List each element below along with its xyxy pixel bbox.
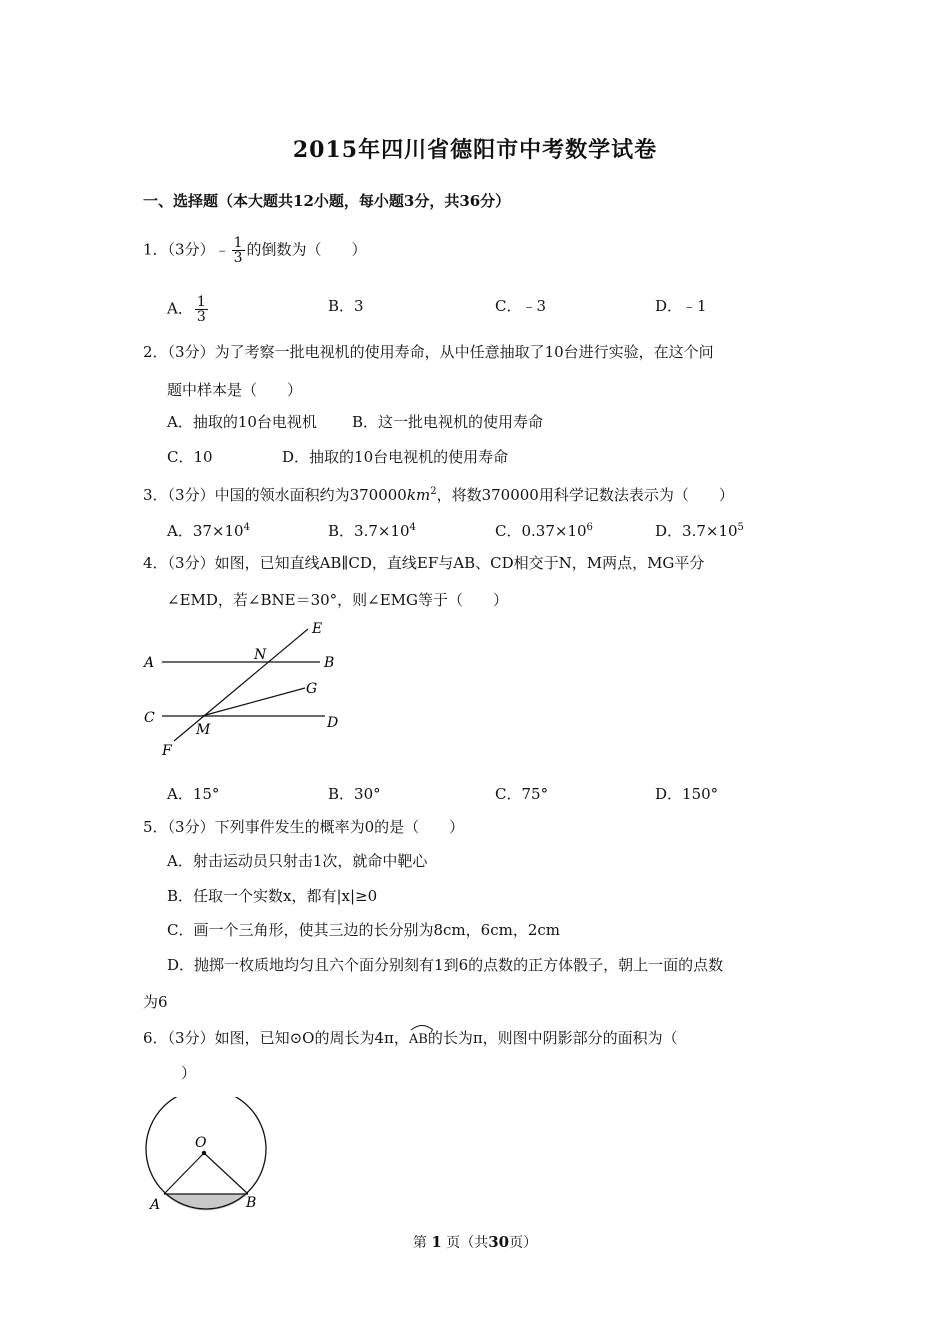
q1-option-b: B．3 (328, 297, 364, 315)
question-1 (143, 236, 367, 265)
footer-page-number: 1 (431, 1233, 442, 1251)
q1-fraction (232, 236, 245, 265)
q2-option-b: B．这一批电视机的使用寿命 (352, 413, 544, 431)
q4-option-a: A．15° (167, 785, 220, 803)
q6-figure (140, 1097, 270, 1217)
q1-a-den: 3 (196, 309, 206, 325)
q6-arc (409, 1026, 428, 1050)
q2-option-d: D．抽取的10台电视机的使用寿命 (282, 448, 509, 466)
q2-option-c: C．10 (167, 448, 213, 466)
q1-option-d: D．﹣1 (655, 297, 707, 315)
q3-option-d (655, 518, 744, 541)
q3-b-exp: 4 (409, 522, 416, 533)
q3-post: ，将数370000用科学记数法表示为（ ） (436, 486, 734, 504)
q3-c-base: C．0.37×10 (495, 522, 587, 540)
q6-arc-text: AB (408, 1032, 428, 1047)
q4-option-b: B．30° (328, 785, 381, 803)
q6-post: 的长为π，则图中阴影部分的面积为（ (427, 1029, 678, 1047)
q1-option-c: C．﹣3 (495, 297, 547, 315)
question-6 (143, 1026, 678, 1050)
q3-a-base: A．37×10 (167, 522, 244, 540)
q5-option-c: C．画一个三角形，使其三边的长分别为8cm，6cm，2cm (167, 921, 560, 939)
q2-line1: 2．（3分）为了考察一批电视机的使用寿命，从中任意抽取了10台进行实验，在这个问 (143, 343, 714, 361)
label-n: N (254, 647, 267, 663)
q5-option-a: A．射击运动员只射击1次，就命中靶心 (167, 852, 428, 870)
label-o: O (195, 1135, 207, 1151)
label-e: E (312, 621, 323, 637)
q3-pre: 3．（3分）中国的领水面积约为370000 (143, 486, 407, 504)
q1-a-label: A． (167, 299, 193, 318)
q3-d-base: D．3.7×10 (655, 522, 738, 540)
q4-line2: ∠EMD，若∠BNE＝30°，则∠EMG等于（ ） (167, 591, 509, 609)
q3-d-exp: 5 (737, 522, 744, 533)
q1-a-fraction (195, 295, 208, 324)
q6-line2: ） (181, 1064, 197, 1082)
q1-neg: ﹣ (214, 240, 230, 259)
center-point (202, 1151, 206, 1155)
label-a: A (144, 655, 155, 671)
q2-line2: 题中样本是（ ） (167, 381, 303, 399)
footer-mid: 页（共 (446, 1235, 489, 1251)
q1-score: （3分） (167, 240, 215, 259)
label-f: F (162, 743, 172, 759)
q1-frac-num: 1 (233, 235, 243, 251)
arc-icon (409, 1023, 435, 1031)
q1-number: 1． (143, 240, 168, 259)
q5-option-d-line2: 为6 (143, 993, 168, 1011)
q1-a-num: 1 (196, 294, 206, 310)
line-ef (174, 629, 308, 741)
shaded-segment (164, 1194, 248, 1210)
radius-oa (164, 1153, 204, 1194)
label-d: D (327, 715, 339, 731)
q5-option-b: B．任取一个实数x，都有|x|≥0 (167, 887, 378, 905)
q3-option-a (167, 518, 250, 541)
section-heading: 一、选择题（本大题共12小题，每小题3分，共36分） (143, 192, 511, 210)
q1-option-a (167, 295, 210, 324)
q1-frac-den: 3 (233, 250, 243, 266)
label-g: G (306, 681, 318, 697)
q3-option-b (328, 518, 416, 541)
q4-line1: 4．（3分）如图，已知直线AB∥CD，直线EF与AB、CD相交于N，M两点，MG平分 (143, 554, 705, 572)
page-footer (0, 1232, 950, 1252)
q6-pre: 6．（3分）如图，已知⊙O的周长为4π， (143, 1029, 409, 1047)
q3-b-base: B．3.7×10 (328, 522, 410, 540)
q3-c-exp: 6 (586, 522, 593, 533)
q2-option-a: A．抽取的10台电视机 (167, 413, 317, 431)
q3-unit-exp: 2 (430, 486, 437, 497)
q1-text: 的倒数为（ ） (246, 240, 367, 259)
ray-mg (202, 688, 305, 716)
page-title: 2015年四川省德阳市中考数学试卷 (292, 137, 658, 163)
label-b: B (324, 655, 335, 671)
label-m: M (196, 722, 211, 738)
radius-ob (204, 1153, 248, 1194)
q3-unit: km (406, 486, 431, 504)
q5-line1: 5．（3分）下列事件发生的概率为0的是（ ） (143, 818, 465, 836)
footer-post: 页） (509, 1235, 538, 1251)
q4-figure (140, 615, 350, 765)
label-a: A (150, 1197, 161, 1213)
footer-pre: 第 (412, 1235, 427, 1251)
q3-option-c (495, 518, 593, 541)
q4-option-c: C．75° (495, 785, 549, 803)
label-b: B (246, 1195, 257, 1211)
footer-total-pages: 30 (488, 1233, 510, 1251)
q3-a-exp: 4 (243, 522, 250, 533)
label-c: C (144, 710, 155, 726)
q4-option-d: D．150° (655, 785, 719, 803)
q5-option-d-line1: D．抛掷一枚质地均匀且六个面分别刻有1到6的点数的正方体骰子，朝上一面的点数 (167, 956, 724, 974)
question-3 (143, 482, 734, 505)
